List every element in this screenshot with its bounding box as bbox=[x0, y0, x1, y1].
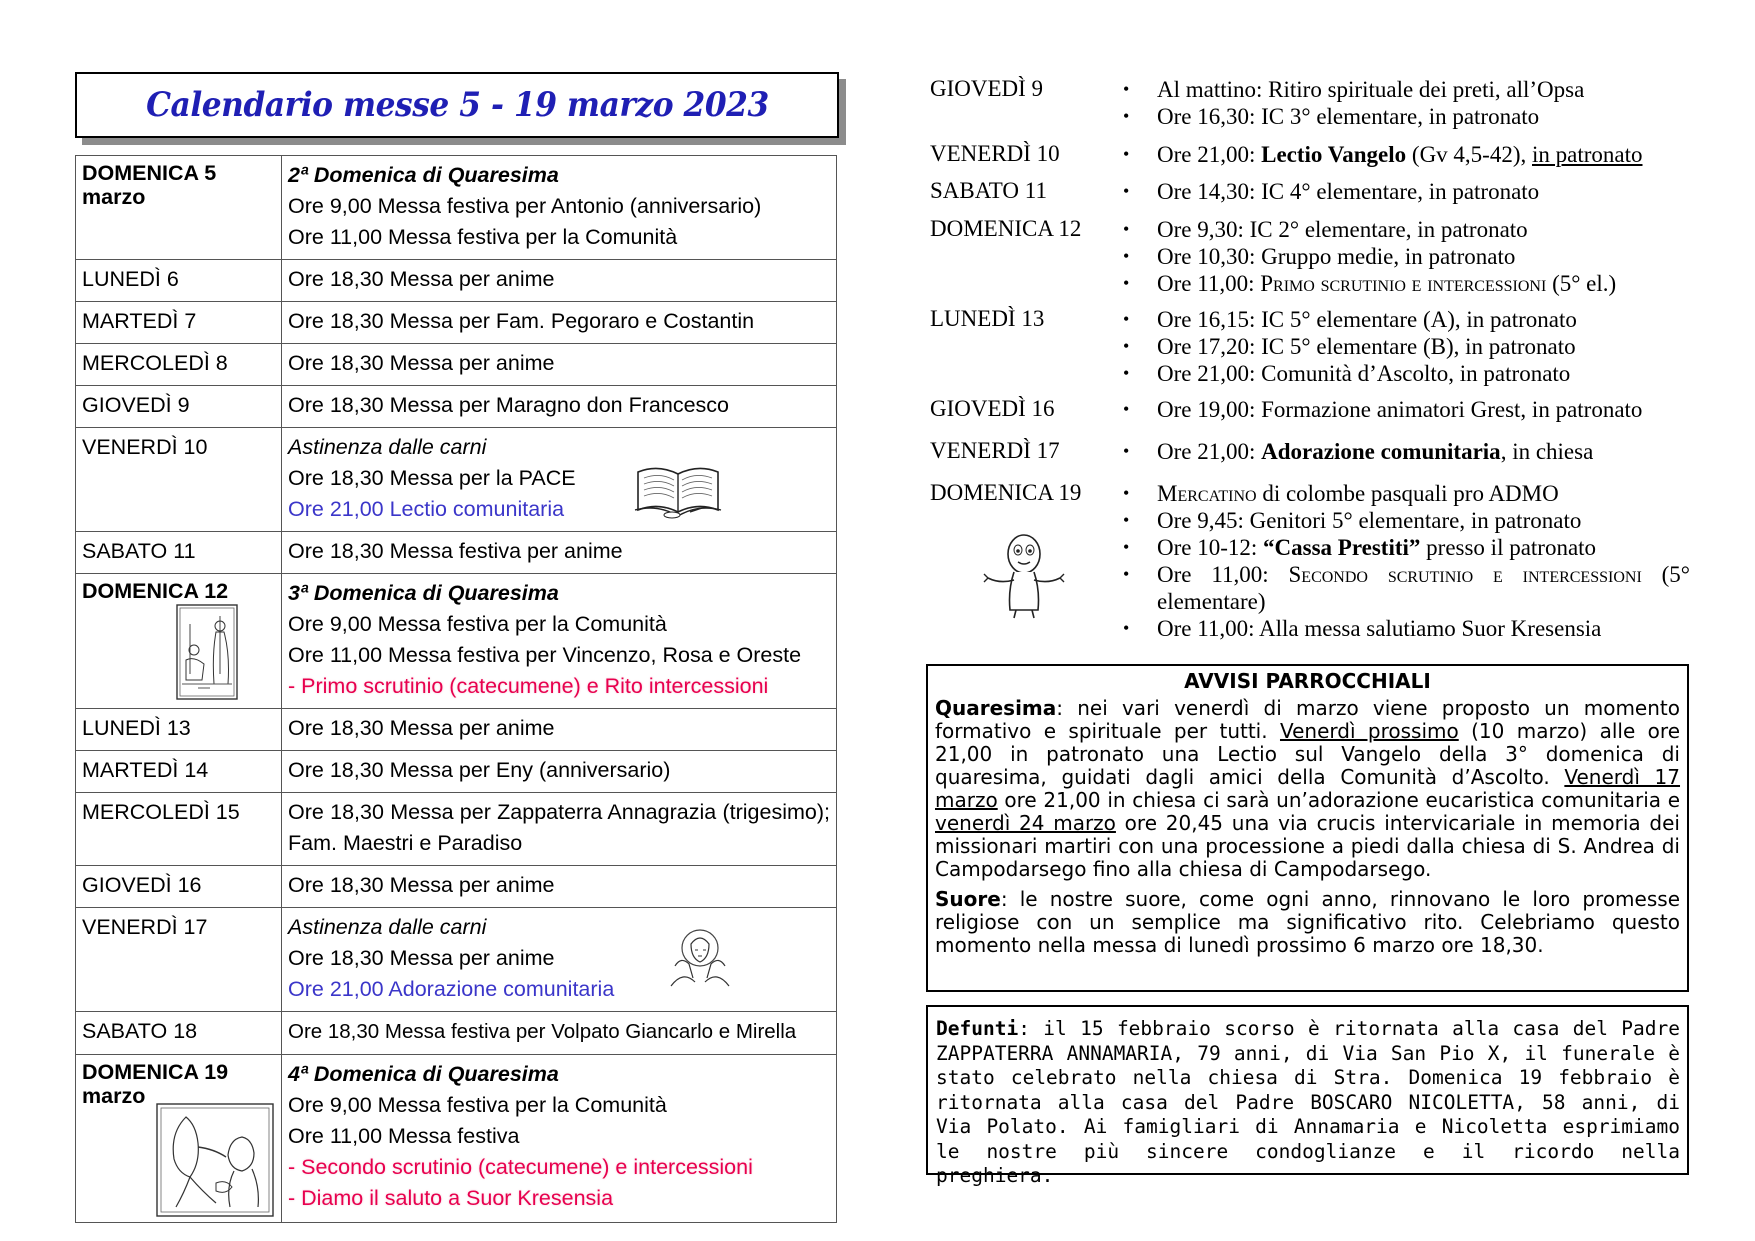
mass-line: Ore 18,30 Messa per anime bbox=[288, 267, 555, 291]
schedule-day: VENERDÌ 17 bbox=[930, 438, 1060, 463]
schedule-item bbox=[1120, 270, 1690, 297]
day-cell bbox=[76, 709, 282, 751]
schedule-items bbox=[1120, 141, 1690, 168]
schedule-items bbox=[1120, 306, 1690, 387]
events-cell bbox=[282, 532, 837, 574]
table-row bbox=[76, 344, 837, 386]
day-label: DOMENICA 19 bbox=[82, 1060, 229, 1084]
mass-line: Ore 18,30 Messa per anime bbox=[288, 716, 555, 740]
day-cell bbox=[76, 344, 282, 386]
schedule-item bbox=[1120, 480, 1690, 507]
adoration-illustration bbox=[667, 926, 733, 994]
schedule-item: • Ore 11,00: Alla messa salutiamo Suor Kresensia bbox=[1120, 615, 1690, 642]
day-label: SABATO 11 bbox=[82, 539, 196, 563]
scrutiny-line: - Secondo scrutinio (catecumene) e intercessioni bbox=[288, 1155, 753, 1179]
day-label: MARTEDÌ 14 bbox=[82, 758, 209, 782]
events-cell bbox=[282, 302, 837, 344]
day-label: GIOVEDÌ 9 bbox=[82, 393, 190, 417]
schedule-items bbox=[1120, 438, 1690, 465]
item-bold: “Cassa Prestiti” bbox=[1263, 535, 1421, 560]
defunti-label: Defunti bbox=[936, 1017, 1019, 1040]
table-row bbox=[76, 532, 837, 574]
table-row bbox=[76, 1055, 837, 1223]
cartoon-figure-icon bbox=[980, 530, 1068, 620]
mass-line: Ore 18,30 Messa festiva per Volpato Giancarlo e Mirella bbox=[288, 1020, 797, 1043]
item-bold: Adorazione comunitaria bbox=[1261, 439, 1501, 464]
schedule-day: DOMENICA 19 bbox=[930, 480, 1082, 505]
mass-line: Ore 11,00 Messa festiva per Vincenzo, Rosa e Oreste bbox=[288, 643, 802, 667]
mass-line: Ore 11,00 Messa festiva per la Comunità bbox=[288, 225, 678, 249]
paragraph-text: ore 20,45 una via crucis intervicariale in memoria dei missionari martiri con una processione a piedi dalla chiesa di S. Andrea di Campodarsego fino alla chiesa di Campodarsego. bbox=[935, 811, 1680, 881]
events-cell bbox=[282, 386, 837, 428]
liturgy-title: 2ª Domenica di Quaresima bbox=[288, 163, 559, 187]
table-row bbox=[76, 386, 837, 428]
schedule-day: LUNEDÌ 13 bbox=[930, 306, 1045, 331]
mass-line: Ore 9,00 Messa festiva per la Comunità bbox=[288, 1093, 667, 1117]
quaresima-paragraph bbox=[935, 697, 1680, 881]
open-book-icon bbox=[632, 464, 724, 520]
table-row bbox=[76, 428, 837, 532]
schedule-items bbox=[1120, 178, 1690, 205]
schedule-day: VENERDÌ 10 bbox=[930, 141, 1060, 166]
table-row bbox=[76, 156, 837, 260]
day-cell bbox=[76, 532, 282, 574]
events-cell bbox=[282, 908, 837, 1012]
table-row bbox=[76, 709, 837, 751]
item-text: (Gv 4,5-42), bbox=[1406, 142, 1532, 167]
suore-label: Suore bbox=[935, 887, 1001, 911]
schedule-day: GIOVEDÌ 16 bbox=[930, 396, 1055, 421]
day-sublabel: marzo bbox=[82, 1084, 146, 1108]
item-text: , in chiesa bbox=[1500, 439, 1594, 464]
day-cell bbox=[76, 574, 282, 709]
day-label: LUNEDÌ 6 bbox=[82, 267, 179, 291]
table-row bbox=[76, 908, 837, 1012]
item-text: Ore 11,00: bbox=[1157, 562, 1289, 587]
table-row bbox=[76, 302, 837, 344]
paragraph-text: : il 15 febbraio scorso è ritornata alla casa del Padre ZAPPATERRA ANNAMARIA, 79 anni, di Via San Pio X, il funerale è stato celebrato nella chiesa di Stra. Domenica 19 febbraio è ritornata alla casa del Padre BOSCARO NICOLETTA, 58 anni, di Via Polato. Ai famigliari di Annamaria e Nicoletta esprimiamo le nostre più sincere condoglianze e il ricordo nella preghiera. bbox=[936, 1017, 1680, 1187]
schedule-item bbox=[1120, 561, 1690, 615]
day-label: MERCOLEDÌ 15 bbox=[82, 800, 240, 824]
schedule-day: GIOVEDÌ 9 bbox=[930, 76, 1044, 101]
avvisi-box bbox=[926, 664, 1689, 992]
lectio-line: Ore 21,00 Lectio comunitaria bbox=[288, 497, 565, 521]
item-text: (5° elementare) bbox=[1157, 562, 1691, 614]
paragraph-text: (10 marzo) alle ore 21,00 in patronato una Lectio sul Vangelo della 3° domenica di quaresima, guidati dagli amici della Comunità d’Ascolto. bbox=[935, 719, 1680, 789]
table-row bbox=[76, 574, 837, 709]
day-cell bbox=[76, 793, 282, 866]
schedule-item bbox=[1120, 141, 1690, 168]
title-box bbox=[75, 72, 839, 138]
table-row bbox=[76, 751, 837, 793]
defunti-box bbox=[926, 1005, 1689, 1187]
paragraph-text: : le nostre suore, come ogni anno, rinnovano le loro promesse religiose con un semplice ma significativo rito. Celebriamo questo momento nella messa di lunedì prossimo 6 marzo ore 18,30. bbox=[935, 887, 1680, 957]
underlined-date: venerdì 24 marzo bbox=[935, 811, 1116, 835]
events-cell bbox=[282, 260, 837, 302]
events-cell bbox=[282, 1055, 837, 1223]
page-title: Calendario messe 5 - 19 marzo 2023 bbox=[145, 85, 769, 125]
item-smallcaps: Primo scrutinio e intercessioni bbox=[1260, 271, 1547, 296]
table-row bbox=[76, 260, 837, 302]
day-label: MERCOLEDÌ 8 bbox=[82, 351, 228, 375]
day-cell bbox=[76, 260, 282, 302]
mass-line: Ore 18,30 Messa per Zappaterra Annagrazia (trigesimo); Fam. Maestri e Paradiso bbox=[288, 800, 830, 855]
schedule-item: • Ore 9,30: IC 2° elementare, in patronato bbox=[1120, 216, 1690, 243]
schedule-items bbox=[1120, 76, 1690, 130]
schedule-item: • Ore 10,30: Gruppo medie, in patronato bbox=[1120, 243, 1690, 270]
table-row bbox=[76, 866, 837, 908]
events-cell bbox=[282, 866, 837, 908]
item-text: (5° el.) bbox=[1546, 271, 1617, 296]
schedule-item: • Ore 16,30: IC 3° elementare, in patronato bbox=[1120, 103, 1690, 130]
events-cell bbox=[282, 709, 837, 751]
item-text: presso il patronato bbox=[1420, 535, 1597, 560]
paragraph-text: : nei vari venerdì di marzo viene proposto un momento formativo e spirituale per tutti. bbox=[935, 696, 1680, 743]
events-cell bbox=[282, 156, 837, 260]
item-smallcaps: Secondo scrutinio e intercessioni bbox=[1288, 562, 1642, 587]
abstinence-note: Astinenza dalle carni bbox=[288, 435, 487, 459]
liturgy-title: 4ª Domenica di Quaresima bbox=[288, 1062, 559, 1086]
farewell-line: - Diamo il saluto a Suor Kresensia bbox=[288, 1186, 614, 1210]
mass-line: Ore 18,30 Messa per Maragno don Francesco bbox=[288, 393, 729, 417]
events-cell bbox=[282, 1012, 837, 1055]
day-label: LUNEDÌ 13 bbox=[82, 716, 191, 740]
events-cell bbox=[282, 344, 837, 386]
mass-line: Ore 18,30 Messa per anime bbox=[288, 351, 555, 375]
day-label: DOMENICA 12 bbox=[82, 579, 229, 603]
mass-line: Ore 9,00 Messa festiva per la Comunità bbox=[288, 612, 667, 636]
paragraph-text: ore 21,00 in chiesa ci sarà un’adorazione eucaristica comunitaria e bbox=[997, 788, 1680, 812]
day-cell bbox=[76, 302, 282, 344]
defunti-paragraph bbox=[936, 1017, 1680, 1189]
item-text: Ore 10-12: bbox=[1157, 535, 1264, 560]
schedule-item: • Ore 14,30: IC 4° elementare, in patronato bbox=[1120, 178, 1690, 205]
table-row bbox=[76, 1012, 837, 1055]
day-cell bbox=[76, 1012, 282, 1055]
mass-calendar-table bbox=[75, 155, 837, 1223]
mass-line: Ore 18,30 Messa festiva per anime bbox=[288, 539, 623, 563]
schedule-item: • Ore 16,15: IC 5° elementare (A), in patronato bbox=[1120, 306, 1690, 333]
day-label: VENERDÌ 17 bbox=[82, 915, 208, 939]
schedule-day: SABATO 11 bbox=[930, 178, 1047, 203]
day-cell bbox=[76, 156, 282, 260]
item-text: Ore 21,00: bbox=[1157, 142, 1262, 167]
item-text: Ore 11,00: bbox=[1157, 271, 1261, 296]
events-cell bbox=[282, 428, 837, 532]
day-label: GIOVEDÌ 16 bbox=[82, 873, 202, 897]
item-underlined: in patronato bbox=[1532, 142, 1643, 167]
mass-line: Ore 9,00 Messa festiva per Antonio (anniversario) bbox=[288, 194, 762, 218]
schedule-items bbox=[1120, 480, 1690, 642]
day-cell bbox=[76, 1055, 282, 1223]
healing-blind-man-illustration bbox=[156, 1103, 274, 1217]
mass-line: Ore 18,30 Messa per Fam. Pegoraro e Costantin bbox=[288, 309, 755, 333]
day-cell bbox=[76, 428, 282, 532]
schedule-item: • Ore 17,20: IC 5° elementare (B), in patronato bbox=[1120, 333, 1690, 360]
day-label: MARTEDÌ 7 bbox=[82, 309, 197, 333]
schedule-items bbox=[1120, 396, 1690, 423]
mass-line: Ore 11,00 Messa festiva bbox=[288, 1124, 520, 1148]
schedule-item: • Ore 19,00: Formazione animatori Grest, in patronato bbox=[1120, 396, 1690, 423]
events-cell bbox=[282, 574, 837, 709]
day-sublabel: marzo bbox=[82, 185, 146, 209]
scrutiny-line: - Primo scrutinio (catecumene) e Rito intercessioni bbox=[288, 674, 769, 698]
mass-line: Ore 18,30 Messa per la PACE bbox=[288, 466, 576, 490]
table-row bbox=[76, 793, 837, 866]
underlined-date: Venerdì prossimo bbox=[1279, 719, 1459, 743]
adoration-line: Ore 21,00 Adorazione comunitaria bbox=[288, 977, 615, 1001]
schedule-item: • Al mattino: Ritiro spirituale dei preti, all’Opsa bbox=[1120, 76, 1690, 103]
underlined-date: Venerdì 17 marzo bbox=[935, 765, 1681, 812]
schedule-items bbox=[1120, 216, 1690, 297]
item-bold: Lectio Vangelo bbox=[1261, 142, 1407, 167]
day-cell bbox=[76, 386, 282, 428]
day-cell bbox=[76, 908, 282, 1012]
suore-paragraph bbox=[935, 888, 1680, 957]
schedule-item bbox=[1120, 438, 1690, 465]
liturgy-title: 3ª Domenica di Quaresima bbox=[288, 581, 559, 605]
gospel-scene-illustration bbox=[176, 604, 238, 700]
mass-line: Ore 18,30 Messa per Eny (anniversario) bbox=[288, 758, 671, 782]
day-cell bbox=[76, 751, 282, 793]
mass-line: Ore 18,30 Messa per anime bbox=[288, 873, 555, 897]
day-cell bbox=[76, 866, 282, 908]
schedule-item: • Ore 21,00: Comunità d’Ascolto, in patronato bbox=[1120, 360, 1690, 387]
quaresima-label: Quaresima bbox=[935, 696, 1057, 720]
item-smallcaps: Mercatino bbox=[1157, 481, 1257, 506]
day-label: VENERDÌ 10 bbox=[82, 435, 208, 459]
events-cell bbox=[282, 751, 837, 793]
avvisi-heading: AVVISI PARROCCHIALI bbox=[1184, 669, 1431, 693]
abstinence-note: Astinenza dalle carni bbox=[288, 915, 487, 939]
item-text: Ore 21,00: bbox=[1157, 439, 1262, 464]
events-cell bbox=[282, 793, 837, 866]
day-label: SABATO 18 bbox=[82, 1019, 198, 1043]
mass-line: Ore 18,30 Messa per anime bbox=[288, 946, 555, 970]
schedule-item: • Ore 9,45: Genitori 5° elementare, in patronato bbox=[1120, 507, 1690, 534]
schedule-day: DOMENICA 12 bbox=[930, 216, 1082, 241]
day-label: DOMENICA 5 bbox=[82, 161, 217, 185]
item-text: di colombe pasquali pro ADMO bbox=[1256, 481, 1559, 506]
schedule-item bbox=[1120, 534, 1690, 561]
